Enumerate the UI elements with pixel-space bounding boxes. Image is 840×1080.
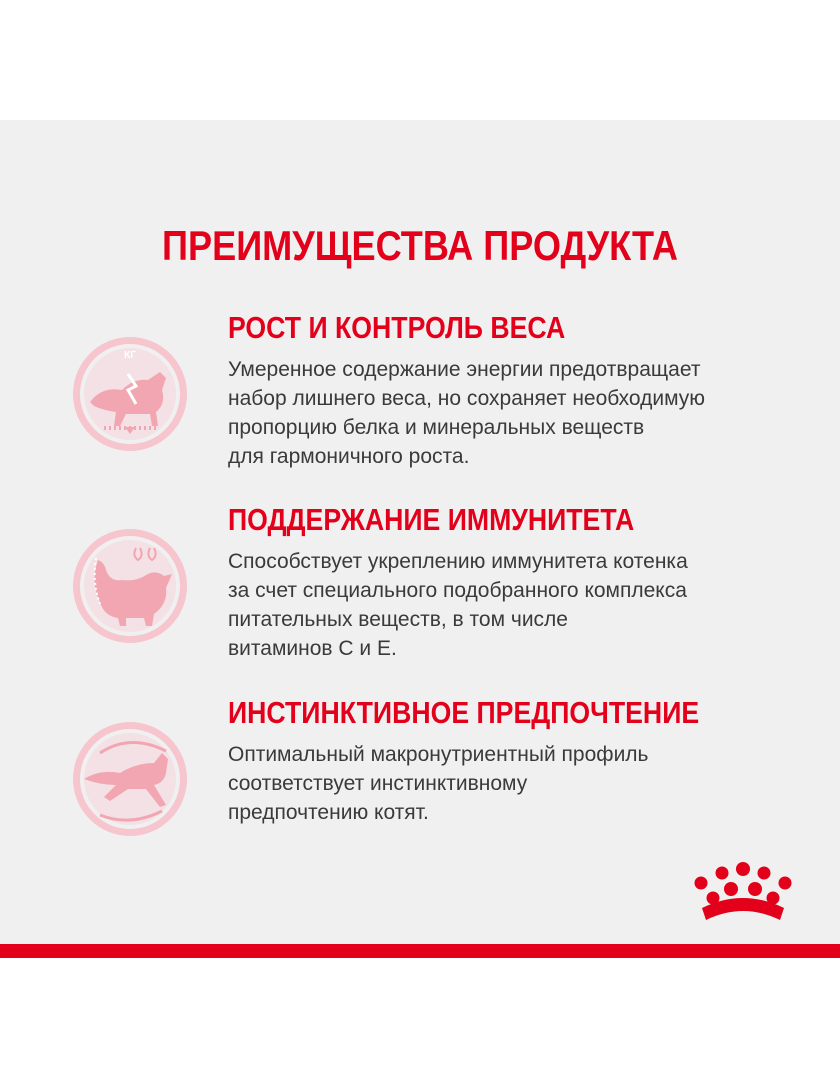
description-line: пропорцию белка и минеральных веществ [228,416,645,439]
cat-weight-scale-icon [70,334,190,454]
description-line: набор лишнего веса, но сохраняет необходимую [228,387,705,410]
benefit-title: ПОДДЕРЖАНИЕ ИММУНИТЕТА [228,502,635,537]
description-line: Умеренное содержание энергии предотвращает [228,358,701,381]
description-line: Оптимальный макронутриентный профиль [228,743,649,766]
benefit-title: РОСТ И КОНТРОЛЬ ВЕСА [228,310,566,345]
benefit-description [228,740,768,827]
description-line: питательных веществ, в том числе [228,608,568,631]
kitten-immunity-icon [70,526,190,646]
description-line: витаминов С и Е. [228,637,397,660]
kg-label: КГ [124,350,136,361]
benefit-description [228,355,768,471]
benefit-title: ИНСТИНКТИВНОЕ ПРЕДПОЧТЕНИЕ [228,695,700,730]
red-bottom-band [0,944,840,958]
cat-jumping-icon [70,719,190,839]
description-line: предпочтению котят. [228,801,429,824]
description-line: за счет специального подобранного комплекса [228,579,687,602]
page-title: ПРЕИМУЩЕСТВА ПРОДУКТА [162,222,678,269]
description-line: для гармоничного роста. [228,445,470,468]
description-line: соответствует инстинктивному [228,772,528,795]
benefit-description [228,547,768,663]
royal-canin-crown-logo [684,858,802,928]
description-line: Способствует укреплению иммунитета котенка [228,550,688,573]
